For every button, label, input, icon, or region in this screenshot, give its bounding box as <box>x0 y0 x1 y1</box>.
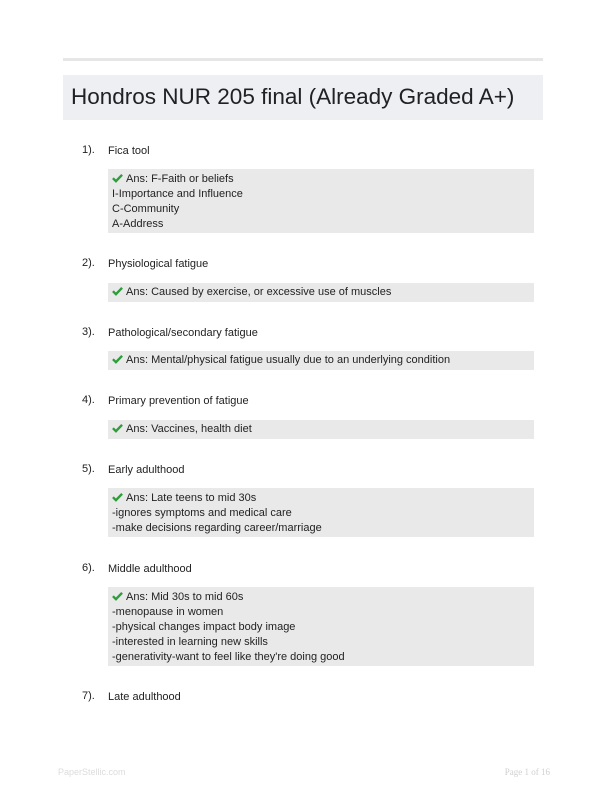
check-icon <box>112 423 123 433</box>
title-bar <box>63 75 543 120</box>
answer-line <box>112 286 391 299</box>
answer-line: -make decisions regarding career/marriage <box>112 522 322 534</box>
check-icon <box>112 286 123 296</box>
answer-line <box>112 591 243 604</box>
answer-line: A-Address <box>112 218 164 230</box>
answer-text: Ans: Late teens to mid 30s <box>126 492 257 504</box>
page-number: Page 1 of 16 <box>504 767 550 777</box>
question-text: Early adulthood <box>108 464 185 476</box>
answer-box <box>108 351 534 370</box>
question-text: Fica tool <box>108 145 150 157</box>
question-text: Pathological/secondary fatigue <box>108 327 258 339</box>
answer-box <box>108 488 534 537</box>
question-text: Primary prevention of fatigue <box>108 395 249 407</box>
question-number: 2). <box>82 257 95 269</box>
question-text: Late adulthood <box>108 691 181 703</box>
answer-box <box>108 283 534 302</box>
answer-text: Ans: Caused by exercise, or excessive use of muscles <box>126 286 392 298</box>
question-number: 3). <box>82 326 95 338</box>
answer-line: I-Importance and Influence <box>112 188 243 200</box>
footer-watermark: PaperStellic.com <box>58 767 126 777</box>
answer-text: Ans: Mental/physical fatigue usually due to an underlying condition <box>126 354 451 366</box>
check-icon <box>112 173 123 183</box>
answer-line: -menopause in women <box>112 606 224 618</box>
answer-box <box>108 169 534 233</box>
answer-line: C-Community <box>112 203 180 215</box>
question-text: Physiological fatigue <box>108 258 209 270</box>
answer-text: Ans: F-Faith or beliefs <box>126 173 234 185</box>
question-number: 5). <box>82 463 95 475</box>
answer-line: -physical changes impact body image <box>112 621 296 633</box>
answer-line <box>112 492 256 505</box>
answer-line <box>112 173 234 186</box>
check-icon <box>112 354 123 364</box>
question-number: 7). <box>82 690 95 702</box>
answer-line <box>112 354 450 367</box>
answer-line: -generativity-want to feel like they're doing good <box>112 651 345 663</box>
answer-text: Ans: Vaccines, health diet <box>126 423 252 435</box>
question-number: 1). <box>82 144 95 156</box>
question-text: Middle adulthood <box>108 563 192 575</box>
answer-box <box>108 420 534 439</box>
question-number: 4). <box>82 394 95 406</box>
answer-text: Ans: Mid 30s to mid 60s <box>126 591 244 603</box>
check-icon <box>112 591 123 601</box>
answer-line: -interested in learning new skills <box>112 636 268 648</box>
question-number: 6). <box>82 562 95 574</box>
answer-box <box>108 587 534 666</box>
answer-line <box>112 423 252 436</box>
page-title: Hondros NUR 205 final (Already Graded A+) <box>71 84 515 109</box>
check-icon <box>112 492 123 502</box>
answer-line: -ignores symptoms and medical care <box>112 507 292 519</box>
top-divider <box>63 58 543 61</box>
